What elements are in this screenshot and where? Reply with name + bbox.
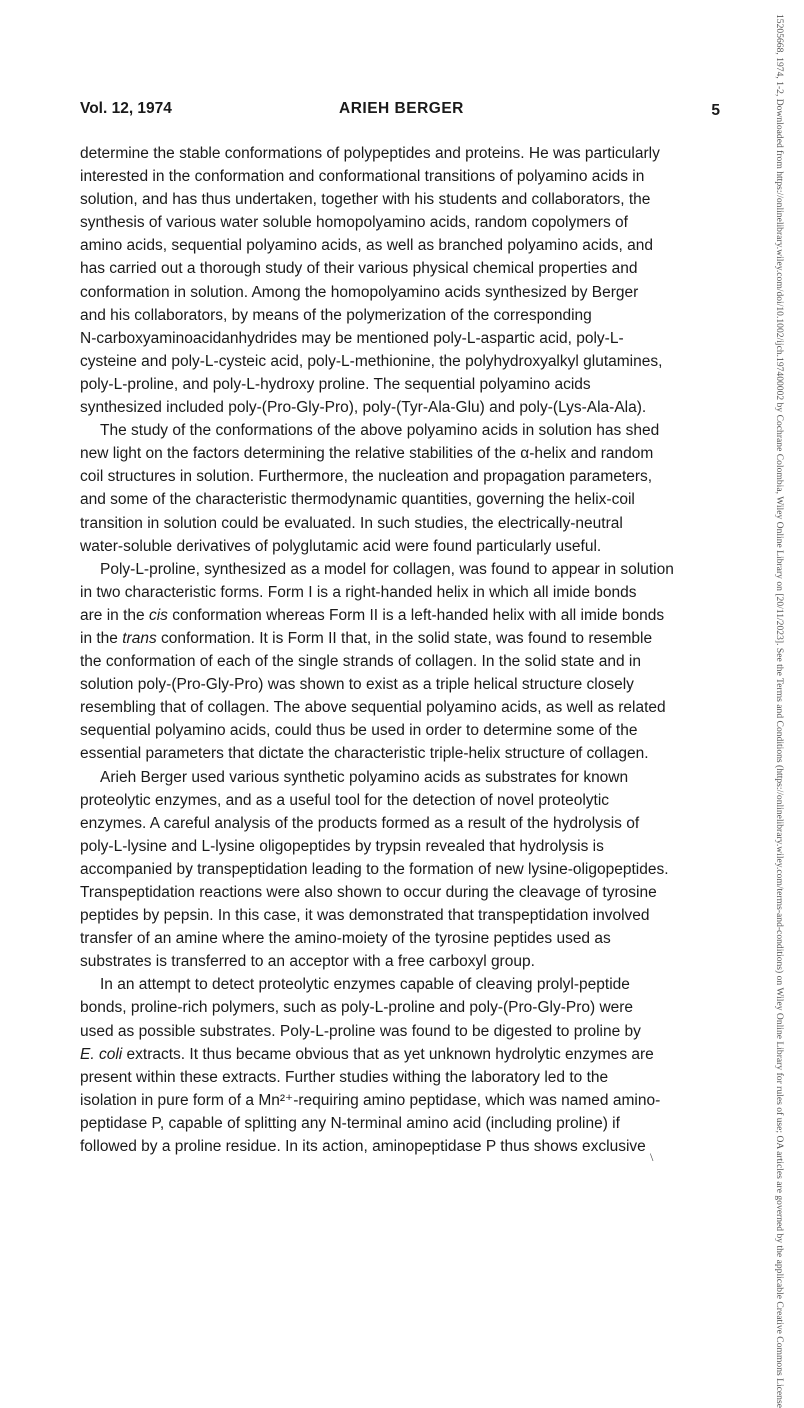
text-line: determine the stable conformations of polypeptides and proteins. He was particularly: [80, 145, 660, 162]
paragraph: [80, 558, 730, 766]
text-line: has carried out a thorough study of their various physical chemical properties and: [80, 260, 638, 278]
text-line: resembling that of collagen. The above sequential polyamino acids, as well as related: [80, 699, 666, 717]
text-line: interested in the conformation and conformational transitions of polyamino acids in: [80, 168, 645, 186]
stray-mark: \: [650, 1150, 654, 1164]
text-line: peptides by pepsin. In this case, it was demonstrated that transpeptidation involved: [80, 907, 650, 925]
text-line: the conformation of each of the single strands of collagen. In the solid state and in: [80, 653, 641, 671]
paragraph: [80, 142, 730, 419]
text-line: followed by a proline residue. In its action, aminopeptidase P thus shows exclusive: [80, 1138, 646, 1156]
text-line: bonds, proline-rich polymers, such as poly-L-proline and poly-(Pro-Gly-Pro) were: [80, 999, 634, 1017]
text-line: synthesized included poly-(Pro-Gly-Pro), poly-(Tyr-Ala-Glu) and poly-(Lys-Ala-Ala).: [80, 399, 647, 417]
text-line: water-soluble derivatives of polyglutamic acid were found particularly useful.: [80, 537, 602, 555]
text-line: N-carboxyaminoacidanhydrides may be mentioned poly-L-aspartic acid, poly-L-: [80, 329, 624, 347]
paragraph: [80, 766, 730, 974]
text-line: conformation in solution. Among the homopolyamino acids synthesized by Berger: [80, 283, 639, 301]
text-line: amino acids, sequential polyamino acids, as well as branched polyamino acids, and: [80, 237, 653, 255]
text-line: cysteine and poly-L-cysteic acid, poly-L-methionine, the polyhydroxyalkyl glutamines,: [80, 352, 663, 370]
text-line: substrates is transferred to an acceptor with a free carboxyl group.: [80, 953, 535, 971]
text-line: coil structures in solution. Furthermore, the nucleation and propagation parameters,: [80, 468, 653, 486]
download-notice-margin: 15205668, 1974, 1-2, Downloaded from https://onlinelibrary.wiley.com/doi/10.1002/ijch.197400002 by Cochrane Colombia, Wiley Online Library on [20/11/2023]. See the Terms and Conditions (https://onlinelibrary.wiley.com/terms-and-conditions) on Wiley Online Library for rules of use; OA articles are governed by the applicable Creative Commons License: [774, 14, 785, 1408]
text-line: E. coli extracts. It thus became obvious that as yet unknown hydrolytic enzymes are: [80, 1045, 654, 1063]
text-line: used as possible substrates. Poly-L-proline was found to be digested to proline by: [80, 1022, 641, 1040]
text-line: and some of the characteristic thermodynamic quantities, governing the helix-coil: [80, 491, 635, 509]
text-line: present within these extracts. Further studies withing the laboratory led to the: [80, 1068, 609, 1086]
text-line: new light on the factors determining the relative stabilities of the α-helix and random: [80, 445, 654, 463]
article-body: [80, 142, 730, 1158]
text-line: synthesis of various water soluble homopolyamino acids, random copolymers of: [80, 214, 628, 232]
text-line: proteolytic enzymes, and as a useful tool for the detection of novel proteolytic: [80, 791, 610, 809]
journal-volume-year: Vol. 12, 1974: [80, 100, 172, 117]
paragraph: [80, 973, 730, 1158]
text-line: sequential polyamino acids, could thus be used in order to determine some of the: [80, 722, 638, 740]
paragraph: [80, 419, 730, 558]
page-number: 5: [711, 102, 720, 119]
text-line: isolation in pure form of a Mn²⁺-requiring amino peptidase, which was named amino-: [80, 1091, 661, 1109]
text-line: Arieh Berger used various synthetic polyamino acids as substrates for known: [100, 768, 629, 786]
text-line: are in the cis conformation whereas Form II is a left-handed helix with all imide bonds: [80, 606, 665, 624]
running-head-author: ARIEH BERGER: [339, 100, 464, 117]
text-line: solution, and has thus undertaken, together with his students and collaborators, the: [80, 191, 651, 209]
text-line: in two characteristic forms. Form I is a right-handed helix in which all imide bonds: [80, 583, 637, 601]
text-line: accompanied by transpeptidation leading to the formation of new lysine-oligopeptides.: [80, 860, 669, 878]
text-line: The study of the conformations of the above polyamino acids in solution has shed: [100, 422, 660, 440]
text-line: poly-L-proline, and poly-L-hydroxy proline. The sequential polyamino acids: [80, 375, 591, 393]
text-line: Transpeptidation reactions were also shown to occur during the cleavage of tyrosine: [80, 884, 657, 901]
text-line: poly-L-lysine and L-lysine oligopeptides by trypsin revealed that hydrolysis is: [80, 837, 604, 855]
text-line: solution poly-(Pro-Gly-Pro) was shown to exist as a triple helical structure closely: [80, 676, 634, 694]
text-line: essential parameters that dictate the characteristic triple-helix structure of collagen.: [80, 745, 649, 763]
text-line: transition in solution could be evaluated. In such studies, the electrically-neutral: [80, 514, 623, 532]
text-line: transfer of an amine where the amino-moiety of the tyrosine peptides used as: [80, 930, 611, 948]
text-line: and his collaborators, by means of the polymerization of the corresponding: [80, 306, 592, 324]
text-line: peptidase P, capable of splitting any N-terminal amino acid (including proline) if: [80, 1114, 620, 1132]
text-line: in the trans conformation. It is Form II that, in the solid state, was found to resemble: [80, 629, 653, 647]
text-line: enzymes. A careful analysis of the products formed as a result of the hydrolysis of: [80, 814, 640, 832]
running-head: [80, 100, 720, 124]
text-line: In an attempt to detect proteolytic enzymes capable of cleaving prolyl-peptide: [100, 976, 630, 994]
text-line: Poly-L-proline, synthesized as a model for collagen, was found to appear in solution: [100, 560, 674, 578]
